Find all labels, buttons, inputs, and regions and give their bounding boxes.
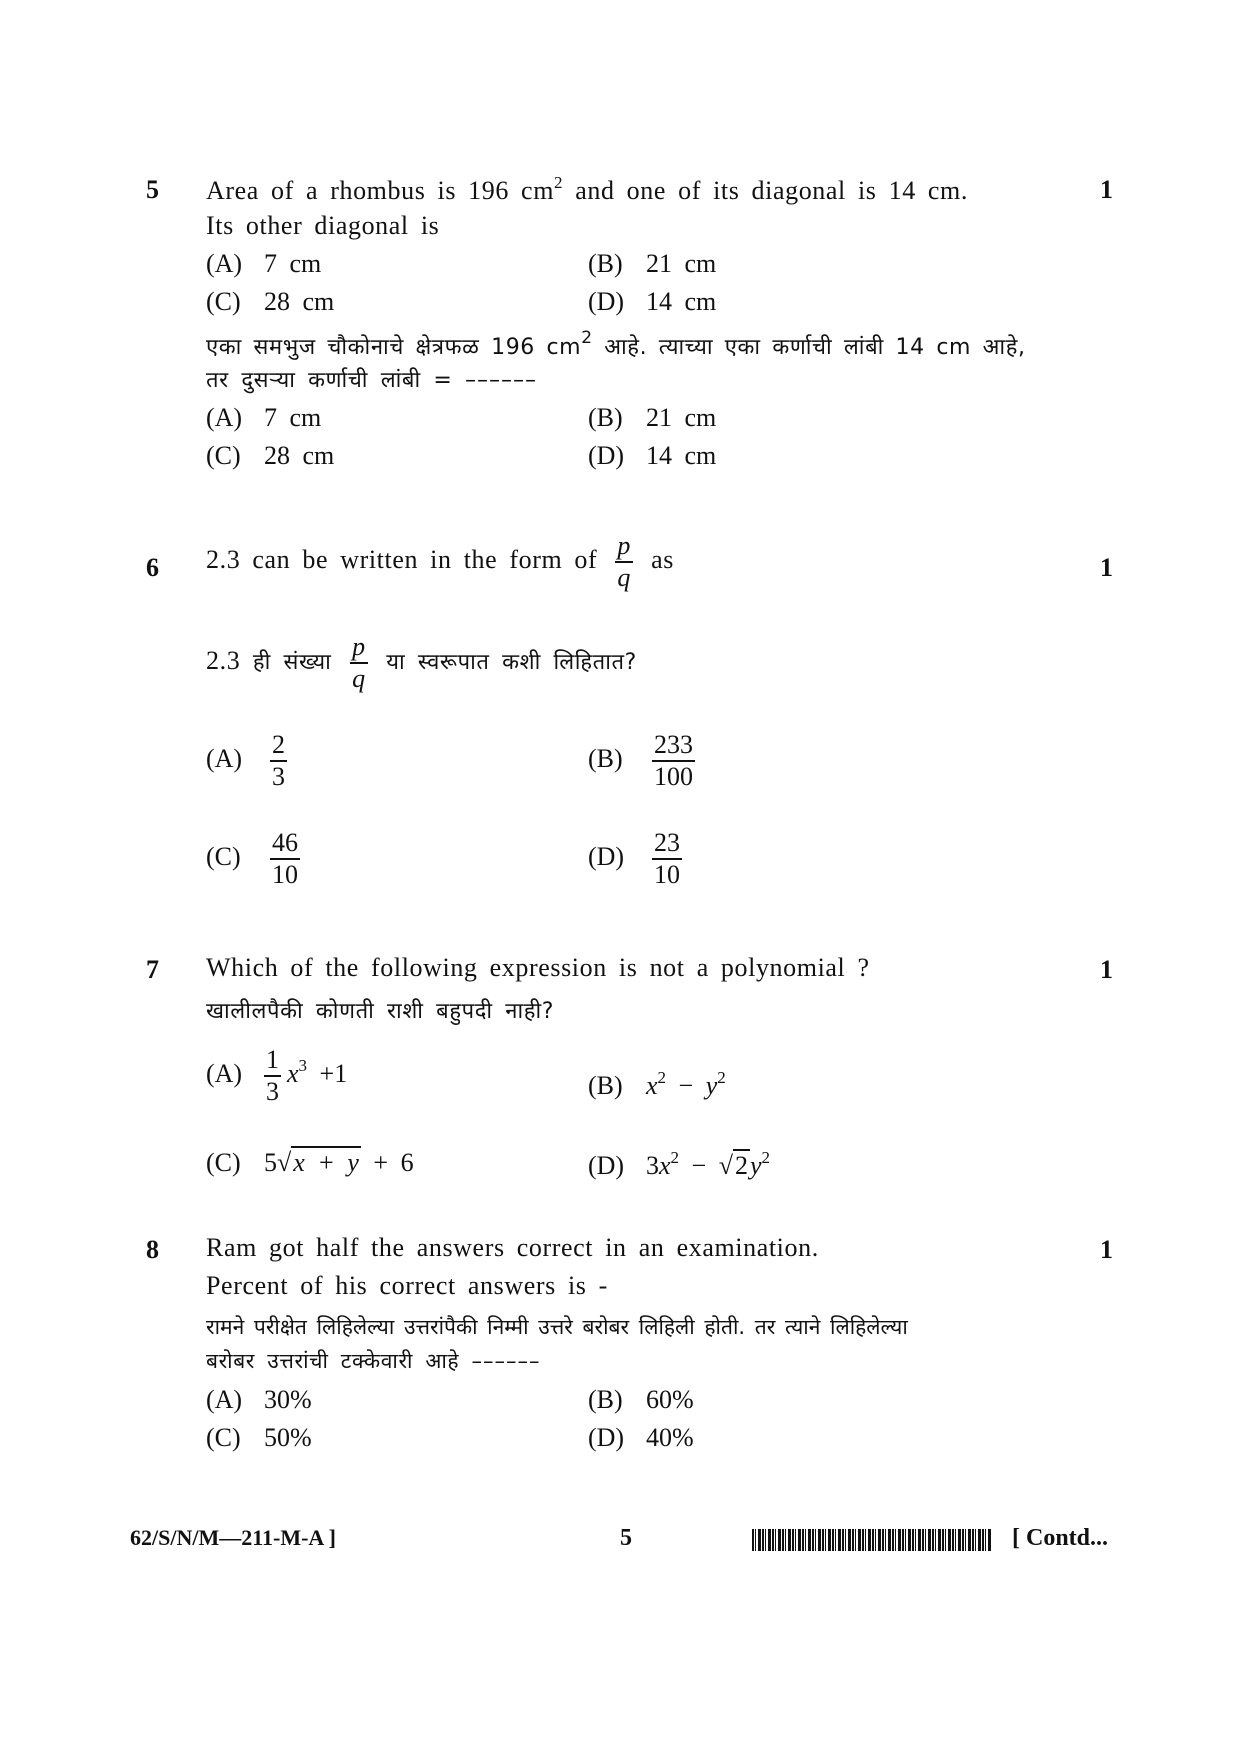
question-text-mr: खालीलपैकी कोणती राशी बहुपदी नाही? [206,999,555,1024]
question-marks: 1 [1100,955,1113,984]
option-d: (D) 40% [588,1423,694,1452]
option-a: (A) $\frac{2}{3}$ [206,730,285,791]
continued-label: [ Contd... [1012,1525,1109,1551]
option-b: (B) $\frac{233}{100}$ [588,730,693,791]
question-text-mr: रामने परीक्षेत लिहिलेल्या उत्तरांपैकी निम्मी उत्तरे बरोबर लिहिली होती. तर त्याने लिहिलेल्या [206,1315,908,1339]
question-text-en-line2: Percent of his correct answers is - [206,1271,608,1300]
barcode-icon [752,1529,992,1551]
option-b: (B) 60% [588,1385,694,1414]
option-c: (C) 5√x + y + 6 [206,1148,414,1177]
question-text-en-line2: Its other diagonal is [206,211,440,240]
question-text-mr-line2: तर दुसऱ्या कर्णाची लांबी = –––––– [206,368,537,393]
option-a-mr: (A) 7 cm [206,403,322,432]
question-number: 8 [146,1235,159,1264]
option-d: (D) $\frac{23}{10}$ [588,828,680,889]
question-text-en: 2.3 can be written in the form of $\frac{p}{q}$ as [206,531,674,592]
question-text-mr: 2.3 ही संख्या $\frac{p}{q}$ या स्वरूपात कशी लिहितात? [206,632,637,693]
paper-code: 62/S/N/M—211-M-A ] [130,1525,336,1550]
option-d: (D) 14 cm [588,287,717,316]
option-c: (C) $\frac{46}{10}$ [206,828,298,889]
page-number: 5 [620,1525,632,1551]
option-a: (A) $\frac{1}{3}$ $x^3 +1$ [206,1045,348,1106]
question-text-mr: एका समभुज चौकोनाचे क्षेत्रफळ 196 $cm^2$ आहे. त्याच्या एका कर्णाची लांबी 14 cm आहे, [206,328,1026,360]
option-d: (D) $3x^2 - √2y^2$ [588,1148,771,1180]
option-b-mr: (B) 21 cm [588,403,717,432]
question-text-en: Ram got half the answers correct in an examination. [206,1233,819,1262]
question-number: 5 [146,175,159,204]
question-marks: 1 [1100,553,1113,582]
question-number: 6 [146,553,159,582]
question-text-en: Area of a rhombus is 196 $cm^2$ and one of its diagonal is 14 cm. [206,173,968,205]
question-text-en: Which of the following expression is not a polynomial ? [206,953,870,982]
question-marks: 1 [1100,1235,1113,1264]
option-a: (A) 7 cm [206,249,322,278]
option-c-mr: (C) 28 cm [206,441,335,470]
option-c: (C) 50% [206,1423,312,1452]
option-c: (C) 28 cm [206,287,335,316]
question-number: 7 [146,955,159,984]
option-d-mr: (D) 14 cm [588,441,717,470]
option-a: (A) 30% [206,1385,312,1414]
question-marks: 1 [1100,175,1113,204]
option-b: (B) $x^2 - y^2$ [588,1068,726,1100]
fraction-p-over-q: $\frac{p}{q}$ [617,531,631,592]
question-text-mr-line2: बरोबर उत्तरांची टक्केवारी आहे –––––– [206,1349,541,1373]
fraction-p-over-q: $\frac{p}{q}$ [352,632,366,693]
option-b: (B) 21 cm [588,249,717,278]
